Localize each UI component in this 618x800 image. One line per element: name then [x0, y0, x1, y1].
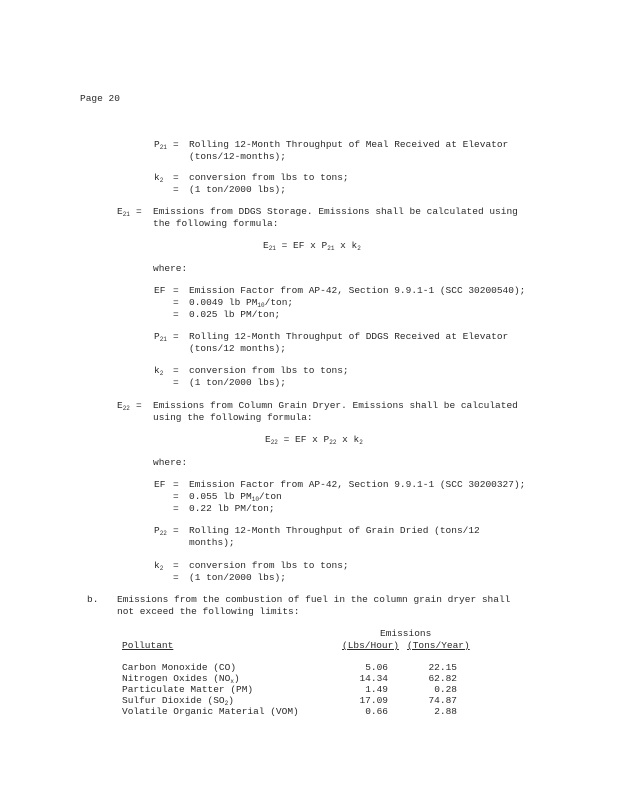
e21-where: where: — [153, 263, 188, 274]
e22-ef-equals: = — [173, 479, 179, 490]
e21-line1: Emissions from DDGS Storage. Emissions shall be calculated using — [153, 206, 518, 217]
pollutant-name: Nitrogen Oxides $(NO_x)$ — [122, 673, 240, 685]
e22-ef-line3: 0.22 lb PM/ton; — [189, 503, 275, 514]
e21-k-line2: (1 ton/2000 lbs); — [189, 377, 286, 388]
e21-ef-equals-2: = — [173, 297, 179, 308]
e22-ef-symbol: EF — [154, 479, 166, 490]
e21-ef-line2: 0.0049 lb $PM_{10}$/ton; — [189, 297, 294, 309]
pollutant-name: Carbon Monoxide (CO) — [122, 662, 237, 673]
e22-p-line2: months); — [189, 537, 235, 548]
e22-equals: = — [136, 400, 142, 411]
tons-per-year-value: 2.88 — [434, 706, 457, 717]
e22-formula: $E_{22}$ = EF x $P_{22}$ x $k_2$ — [265, 434, 363, 446]
e22-line2: using the following formula: — [153, 412, 313, 423]
e21-equals: = — [136, 206, 142, 217]
item-b-line1: Emissions from the combustion of fuel in the column grain dryer shall — [117, 594, 511, 605]
e21-p-equals: = — [173, 331, 179, 342]
e22-p-symbol: $P_{22}$ — [154, 525, 167, 537]
e21-p-line2: (tons/12 months); — [189, 343, 286, 354]
lbs-per-hour-value: 17.09 — [359, 695, 388, 706]
e21-symbol: $E_{21}$ — [117, 206, 130, 218]
e21-ef-equals-3: = — [173, 309, 179, 320]
p21-symbol: $P_{21}$ — [154, 139, 167, 151]
e22-p-line1: Rolling 12-Month Throughput of Grain Dried (tons/12 — [189, 525, 480, 536]
col-header-tons-year: (Tons/Year) — [407, 640, 470, 651]
e22-ef-line2: 0.055 lb $PM_{10}$/ton — [189, 491, 282, 503]
e21-formula: $E_{21}$ = EF x $P_{21}$ x $k_2$ — [263, 240, 361, 252]
emissions-header: Emissions — [380, 628, 432, 639]
e22-k-symbol: $k_2$ — [154, 560, 164, 572]
e22-ef-equals-2: = — [173, 491, 179, 502]
lbs-per-hour-value: 0.66 — [365, 706, 388, 717]
lbs-per-hour-value: 1.49 — [365, 684, 388, 695]
item-b-label: b. — [87, 594, 99, 605]
e22-line1: Emissions from Column Grain Dryer. Emissions shall be calculated — [153, 400, 518, 411]
p21-line2: (tons/12-months); — [189, 151, 286, 162]
page-label: Page 20 — [80, 93, 120, 104]
e22-where: where: — [153, 457, 188, 468]
e21-p-symbol: $P_{21}$ — [154, 331, 167, 343]
p21-line1: Rolling 12-Month Throughput of Meal Received at Elevator — [189, 139, 509, 150]
pollutant-name: Volatile Organic Material (VOM) — [122, 706, 299, 717]
p21-equals: = — [173, 139, 179, 150]
e21-k-equals: = — [173, 365, 179, 376]
e21-ef-line3: 0.025 lb PM/ton; — [189, 309, 281, 320]
pollutant-name: Particulate Matter (PM) — [122, 684, 254, 695]
e22-k-equals: = — [173, 560, 179, 571]
e21-k-symbol: $k_2$ — [154, 365, 164, 377]
tons-per-year-value: 22.15 — [428, 662, 457, 673]
k2-equals: = — [173, 172, 179, 183]
e22-p-equals: = — [173, 525, 179, 536]
tons-per-year-value: 0.28 — [434, 684, 457, 695]
k2-line1: conversion from lbs to tons; — [189, 172, 349, 183]
pollutant-name: Sulfur Dioxide $(SO_2)$ — [122, 695, 234, 707]
e21-ef-line1: Emission Factor from AP-42, Section 9.9.1-1 (SCC 30200540); — [189, 285, 526, 296]
col-header-pollutant: Pollutant — [122, 640, 174, 651]
col-header-lbs-hour: (Lbs/Hour) — [342, 640, 400, 651]
lbs-per-hour-value: 5.06 — [365, 662, 388, 673]
e21-k-equals-2: = — [173, 377, 179, 388]
tons-per-year-value: 62.82 — [428, 673, 457, 684]
lbs-per-hour-value: 14.34 — [359, 673, 388, 684]
e22-ef-equals-3: = — [173, 503, 179, 514]
tons-per-year-value: 74.87 — [428, 695, 457, 706]
e21-ef-symbol: EF — [154, 285, 166, 296]
e21-k-line1: conversion from lbs to tons; — [189, 365, 349, 376]
e21-p-line1: Rolling 12-Month Throughput of DDGS Received at Elevator — [189, 331, 509, 342]
e22-k-line2: (1 ton/2000 lbs); — [189, 572, 286, 583]
item-b-line2: not exceed the following limits: — [117, 606, 300, 617]
e21-ef-equals: = — [173, 285, 179, 296]
e22-symbol: $E_{22}$ — [117, 400, 130, 412]
e22-k-equals-2: = — [173, 572, 179, 583]
e22-ef-line1: Emission Factor from AP-42, Section 9.9.1-1 (SCC 30200327); — [189, 479, 526, 490]
k2-symbol: $k_2$ — [154, 172, 164, 184]
k2-equals-2: = — [173, 184, 179, 195]
e22-k-line1: conversion from lbs to tons; — [189, 560, 349, 571]
e21-line2: the following formula: — [153, 218, 279, 229]
k2-line2: (1 ton/2000 lbs); — [189, 184, 286, 195]
